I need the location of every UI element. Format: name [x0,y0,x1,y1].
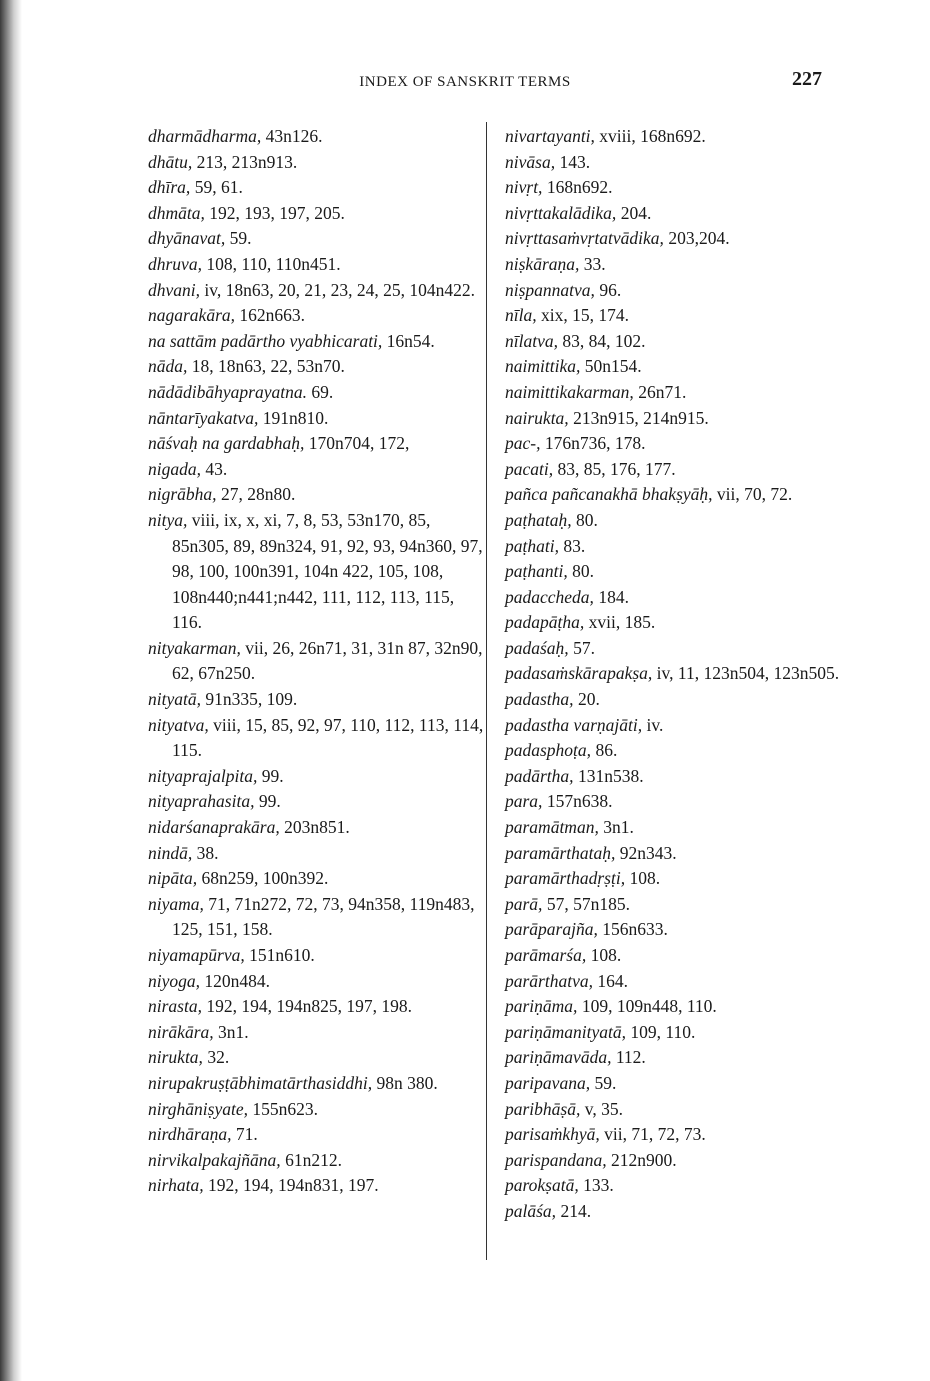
index-refs: 157n638. [542,791,613,812]
index-entry [505,713,845,739]
index-refs: 3n1. [213,1021,249,1042]
index-entry [148,431,488,457]
index-entry [148,1020,488,1046]
index-refs: 61n212. [280,1149,342,1170]
index-entry [148,252,488,278]
index-refs: 151n610. [244,945,315,965]
book-binding-shadow [0,0,22,1381]
index-refs: 57, 57n185. [542,893,630,914]
index-term: nirasta, [148,996,202,1017]
index-entry [505,380,845,406]
index-entry [148,636,488,687]
index-refs: 133. [578,1175,614,1196]
index-term: parārthatva, [505,970,593,991]
index-term: padapāṭha, [505,612,585,633]
index-refs: 192, 193, 197, 205. [204,202,345,223]
index-refs: 204. [616,202,652,223]
index-refs: iv, 11, 123n504, 123n505. [652,663,840,684]
index-entry [148,329,488,355]
index-term: dharmādharma, [148,126,262,146]
index-refs: vii, 70, 72. [712,484,793,505]
index-refs: 18, 18n63, 22, 53n70. [187,356,345,377]
index-term: nirghāniṣyate, [148,1098,248,1119]
index-entry [505,1020,845,1046]
index-entry [505,329,845,355]
index-refs: 20. [573,689,600,710]
index-entry [505,969,845,995]
index-entry [148,1097,488,1123]
index-entry [505,201,845,227]
index-refs: 213, 213n913. [192,151,298,172]
index-entry [148,482,488,508]
index-entry [505,1097,845,1123]
index-term: nityaprahasita, [148,791,255,812]
index-refs: xviii, 168n692. [594,126,706,146]
index-entry [505,917,845,943]
index-refs: 156n633. [597,919,668,940]
index-refs: 69. [306,381,334,402]
index-entry [505,559,845,585]
index-entry [148,815,488,841]
index-entry [148,892,488,943]
index-refs: 59. [225,228,252,249]
index-entry [148,226,488,252]
index-refs: 108. [625,868,661,889]
index-term: nādādibāhyaprayatna. [148,381,307,402]
index-refs: 26n71. [633,381,687,402]
index-refs: 184. [593,586,629,607]
index-entry [148,866,488,892]
index-term: dhmāta, [148,202,205,223]
index-entry [505,738,845,764]
index-entry [505,636,845,662]
index-term: dhātu, [148,151,193,172]
index-entry [505,943,845,969]
index-term: niṣkāraṇa, [505,253,580,274]
index-refs: 155n623. [247,1098,318,1119]
index-refs: 38. [192,842,219,863]
index-term: niyama, [148,893,204,914]
index-refs: vii, 26, 26n71, 31, 31n 87, 32n90, 62, 67n250. [172,637,483,684]
index-refs: 176n736, 178. [540,433,646,454]
column-divider [486,122,487,1260]
index-entry [505,1071,845,1097]
index-term: paramārthadṛṣṭi, [505,868,626,889]
index-refs: 170n704, 172, [304,433,410,454]
index-refs: 32. [202,1047,230,1068]
index-refs: 109, 109n448, 110. [577,996,717,1017]
index-term: nivṛttasaṁvṛtatvādika, [505,228,664,249]
index-term: pac-, [505,433,541,454]
index-term: padasphoṭa, [505,740,592,761]
index-entry [148,457,488,483]
index-term: nirupakruṣṭābhimatārthasiddhi, [148,1072,373,1093]
index-entry [148,994,488,1020]
index-entry [505,354,845,380]
index-entry [505,994,845,1020]
page-number: 227 [792,68,822,90]
index-term: dhruva, [148,253,202,274]
index-term: nāśvaḥ na gardabhaḥ, [148,433,305,454]
index-refs: 131n538. [573,765,644,786]
index-entry [148,380,488,406]
index-term: nivartayanti, [505,126,595,146]
index-refs: 203,204. [663,228,730,249]
index-term: nipāta, [148,868,198,889]
index-refs: 59. [590,1072,617,1093]
index-term: nityatva, [148,714,209,735]
index-refs: 27, 28n80. [216,484,296,505]
index-term: paṭhataḥ, [505,509,572,530]
index-refs: 212n900. [606,1149,677,1170]
index-term: nityaprajalpita, [148,765,258,786]
index-term: nīla, [505,305,537,326]
index-refs: 120n484. [200,970,271,991]
index-refs: 92n343. [615,842,677,863]
index-entry [148,1148,488,1174]
index-term: naimittika, [505,356,581,377]
index-refs: 80. [571,509,598,530]
index-refs: 83, 85, 176, 177. [553,458,676,479]
index-refs: vii, 71, 72, 73. [599,1124,706,1145]
index-entry [505,457,845,483]
index-term: niyoga, [148,970,201,991]
index-term: nidarśanaprakāra, [148,817,280,838]
index-term: nairukta, [505,407,569,428]
index-term: padastha, [505,689,574,710]
index-entry [505,508,845,534]
index-entry [505,789,845,815]
index-refs: 83. [558,535,586,556]
index-entry [505,406,845,432]
index-refs: viii, 15, 85, 92, 97, 110, 112, 113, 114, 115. [172,714,484,761]
index-term: paribhāṣā, [505,1098,581,1119]
index-term: pañca pañcanakhā bhakṣyāḥ, [505,484,713,505]
index-term: nityatā, [148,689,201,710]
index-refs: 80. [567,561,594,582]
index-refs: 168n692. [542,177,613,198]
index-refs: 162n663. [235,305,306,326]
index-term: paripavana, [505,1072,591,1093]
index-refs: 108. [586,945,622,965]
index-refs: 71. [231,1124,258,1145]
index-term: padaśaḥ, [505,637,569,658]
index-term: dhyānavat, [148,228,226,249]
index-refs: 96. [594,279,622,300]
index-term: niyamapūrva, [148,945,245,965]
index-refs: 43n126. [261,126,323,146]
index-entry [148,713,488,764]
index-term: nivṛt, [505,177,543,198]
index-term: paṭhanti, [505,561,568,582]
index-term: niṣpannatva, [505,279,595,300]
index-refs: 83, 84, 102. [557,330,646,351]
index-refs: 50n154. [580,356,642,377]
index-term: dhīra, [148,177,191,198]
index-entry [148,303,488,329]
index-entry [148,175,488,201]
index-refs: 59, 61. [190,177,243,198]
index-term: parispandana, [505,1149,607,1170]
index-entry [148,687,488,713]
index-entry [505,610,845,636]
running-title: INDEX OF SANSKRIT TERMS [359,74,571,90]
index-refs: 99. [254,791,281,812]
index-term: nigada, [148,458,201,479]
index-term: pariṇāmanityatā, [505,1021,627,1042]
index-refs: iv. [642,714,664,735]
index-entry [148,406,488,432]
index-entry [505,303,845,329]
index-entry [505,866,845,892]
index-term: nigrābha, [148,484,217,505]
index-term: padasaṁskārapakṣa, [505,663,653,684]
index-term: nirukta, [148,1047,203,1068]
index-entry [148,1045,488,1071]
index-term: nindā, [148,842,193,863]
index-term: na sattām padārtho vyabhicarati, [148,330,383,351]
index-term: parāparajña, [505,919,598,940]
index-term: nāntarīyakatva, [148,407,259,428]
index-entry [148,508,488,636]
index-refs: 91n335, 109. [200,689,298,710]
index-refs: 143. [555,151,591,172]
index-term: pacati, [505,458,554,479]
index-entry [505,687,845,713]
index-column-left [148,124,488,1199]
index-entry [148,1122,488,1148]
index-term: parokṣatā, [505,1175,579,1196]
index-term: nityakarman, [148,637,241,658]
index-term: palāśa, [505,1200,557,1221]
index-refs: 71, 71n272, 72, 73, 94n358, 119n483, 125, 151, 158. [172,893,475,940]
index-entry [505,124,845,150]
index-entry [505,764,845,790]
index-entry [505,841,845,867]
index-entry [148,201,488,227]
index-refs: 3n1. [598,817,634,838]
index-entry [505,150,845,176]
index-refs: xvii, 185. [584,612,656,633]
index-entry [148,354,488,380]
index-term: paṭhati, [505,535,559,556]
index-refs: 98n 380. [372,1072,438,1093]
index-entry [505,892,845,918]
index-entry [505,226,845,252]
index-term: nirhata, [148,1175,204,1196]
index-entry [505,1173,845,1199]
index-term: padastha varṇajāti, [505,714,643,735]
index-entry [505,482,845,508]
index-term: padaccheda, [505,586,594,607]
index-entry [148,278,488,304]
index-refs: 112. [611,1047,646,1068]
index-refs: 213n915, 214n915. [568,407,709,428]
index-refs: 16n54. [382,330,435,351]
index-term: nivāsa, [505,151,556,172]
index-entry [148,841,488,867]
index-term: dhvani, [148,279,201,300]
index-entry [505,252,845,278]
index-term: pariṇāma, [505,996,578,1017]
index-entry [505,175,845,201]
index-entry [505,1122,845,1148]
index-term: naimittikakarman, [505,381,634,402]
index-refs: 86. [591,740,618,761]
index-term: parāmarśa, [505,945,587,965]
index-refs: 68n259, 100n392. [197,868,329,889]
index-entry [148,124,488,150]
index-refs: 214. [556,1200,592,1221]
index-entry [505,815,845,841]
index-term: para, [505,791,543,812]
index-term: padārtha, [505,765,574,786]
index-term: nāda, [148,356,188,377]
index-term: parisaṁkhyā, [505,1124,600,1145]
index-term: pariṇāmavāda, [505,1047,612,1068]
index-entry [148,1173,488,1199]
index-refs: 192, 194, 194n831, 197. [203,1175,379,1196]
index-entry [148,764,488,790]
index-entry [505,661,845,687]
index-entry [148,150,488,176]
index-entry [505,534,845,560]
index-entry [505,1199,845,1225]
index-refs: 57. [568,637,595,658]
index-entry [505,1045,845,1071]
index-term: parā, [505,893,543,914]
index-entry [148,1071,488,1097]
index-term: nīlatva, [505,330,558,351]
index-refs: 99. [257,765,284,786]
index-refs: 191n810. [258,407,329,428]
index-term: nirvikalpakajñāna, [148,1149,281,1170]
index-term: nitya, [148,509,188,530]
index-refs: 203n851. [279,817,350,838]
index-refs: viii, ix, x, xi, 7, 8, 53, 53n170, 85, 85n305, 89, 89n324, 91, 92, 93, 94n360, 97, 98, 100, 100n391, 104n 422, 105, 108, 108n440;n441;n442, 111, 112, 113, 115, 116. [172,509,483,633]
index-term: nirdhāraṇa, [148,1124,232,1145]
index-entry [505,585,845,611]
index-term: paramārthataḥ, [505,842,616,863]
index-entry [505,1148,845,1174]
index-entry [505,431,845,457]
index-entry [148,789,488,815]
index-refs: 43. [201,458,228,479]
index-entry [148,943,488,969]
index-entry [148,969,488,995]
index-refs: v, 35. [580,1098,623,1119]
index-refs: 192, 194, 194n825, 197, 198. [201,996,412,1017]
index-term: paramātman, [505,817,599,838]
index-refs: 33. [579,253,606,274]
index-term: nirākāra, [148,1021,214,1042]
index-column-right [505,124,845,1225]
index-term: nagarakāra, [148,305,236,326]
index-refs: 164. [593,970,628,991]
index-refs: iv, 18n63, 20, 21, 23, 24, 25, 104n422. [200,279,475,300]
index-refs: 108, 110, 110n451. [201,253,341,274]
index-entry [505,278,845,304]
index-refs: xix, 15, 174. [536,305,629,326]
index-term: nivṛttakalādika, [505,202,617,223]
index-refs: 109, 110. [626,1021,696,1042]
